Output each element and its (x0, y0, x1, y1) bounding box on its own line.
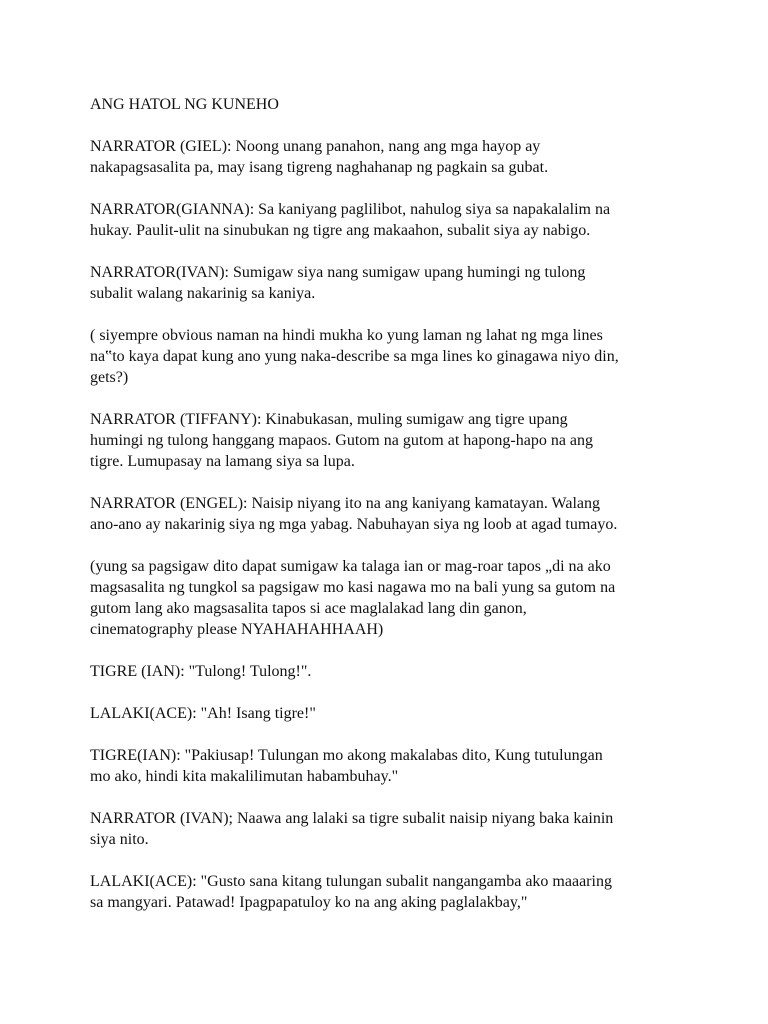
text-line: (yung sa pagsigaw dito dapat sumigaw ka talaga ian or mag-roar tapos „di na ako (90, 558, 611, 575)
text-line: gets?) (90, 369, 129, 386)
text-line: LALAKI(ACE): "Gusto sana kitang tulungan subalit nangangamba ako maaaring (90, 873, 612, 890)
paragraph (90, 136, 690, 178)
paragraph (90, 703, 690, 724)
paragraph (90, 493, 690, 535)
paragraph (90, 556, 690, 640)
text-line: subalit walang nakarinig sa kaniya. (90, 285, 316, 302)
text-line: LALAKI(ACE): "Ah! Isang tigre!" (90, 705, 316, 722)
paragraph (90, 808, 690, 850)
paragraph (90, 409, 690, 472)
text-line: tigre. Lumupasay na lamang siya sa lupa. (90, 453, 355, 470)
text-line: sa mangyari. Patawad! Ipagpapatuloy ko na ang aking paglalakbay," (90, 894, 528, 911)
text-line: NARRATOR (GIEL): Noong unang panahon, nang ang mga hayop ay (90, 138, 541, 155)
paragraph (90, 262, 690, 304)
text-line: NARRATOR(GIANNA): Sa kaniyang paglilibot, nahulog siya sa napakalalim na (90, 201, 611, 218)
text-line: ano-ano ay nakarinig siya ng mga yabag. Nabuhayan siya ng loob at agad tumayo. (90, 516, 618, 533)
paragraph-list (90, 136, 690, 913)
text-line: nakapagsasalita pa, may isang tigreng naghahanap ng pagkain sa gubat. (90, 159, 549, 176)
text-line: NARRATOR(IVAN): Sumigaw siya nang sumigaw upang humingi ng tulong (90, 264, 586, 281)
paragraph (90, 871, 690, 913)
text-line: magsasalita ng tungkol sa pagsigaw mo kasi nagawa mo na bali yung sa gutom na (90, 579, 616, 596)
text-line: NARRATOR (TIFFANY): Kinabukasan, muling sumigaw ang tigre upang (90, 411, 568, 428)
text-line: humingi ng tulong hanggang mapaos. Gutom na gutom at hapong-hapo na ang (90, 432, 594, 449)
text-line: ( siyempre obvious naman na hindi mukha ko yung laman ng lahat ng mga lines (90, 327, 603, 344)
document-title: ANG HATOL NG KUNEHO (90, 96, 279, 113)
paragraph (90, 199, 690, 241)
text-line: NARRATOR (ENGEL): Naisip niyang ito na ang kaniyang kamatayan. Walang (90, 495, 601, 512)
paragraph (90, 325, 690, 388)
text-line: mo ako, hindi kita makalilimutan habambuhay." (90, 768, 399, 785)
text-line: NARRATOR (IVAN); Naawa ang lalaki sa tigre subalit naisip niyang baka kainin (90, 810, 614, 827)
text-line: na‟to kaya dapat kung ano yung naka-describe sa mga lines ko ginagawa niyo din, (90, 348, 619, 365)
paragraph (90, 661, 690, 682)
text-line: siya nito. (90, 831, 149, 848)
paragraph (90, 745, 690, 787)
document-body (90, 94, 690, 934)
text-line: cinematography please NYAHAHAHHAAH) (90, 621, 384, 638)
text-line: TIGRE (IAN): "Tulong! Tulong!". (90, 663, 312, 680)
text-line: gutom lang ako magsasalita tapos si ace maglalakad lang din ganon, (90, 600, 527, 617)
text-line: hukay. Paulit-ulit na sinubukan ng tigre ang makaahon, subalit siya ay nabigo. (90, 222, 591, 239)
text-line: TIGRE(IAN): "Pakiusap! Tulungan mo akong makalabas dito, Kung tutulungan (90, 747, 603, 764)
